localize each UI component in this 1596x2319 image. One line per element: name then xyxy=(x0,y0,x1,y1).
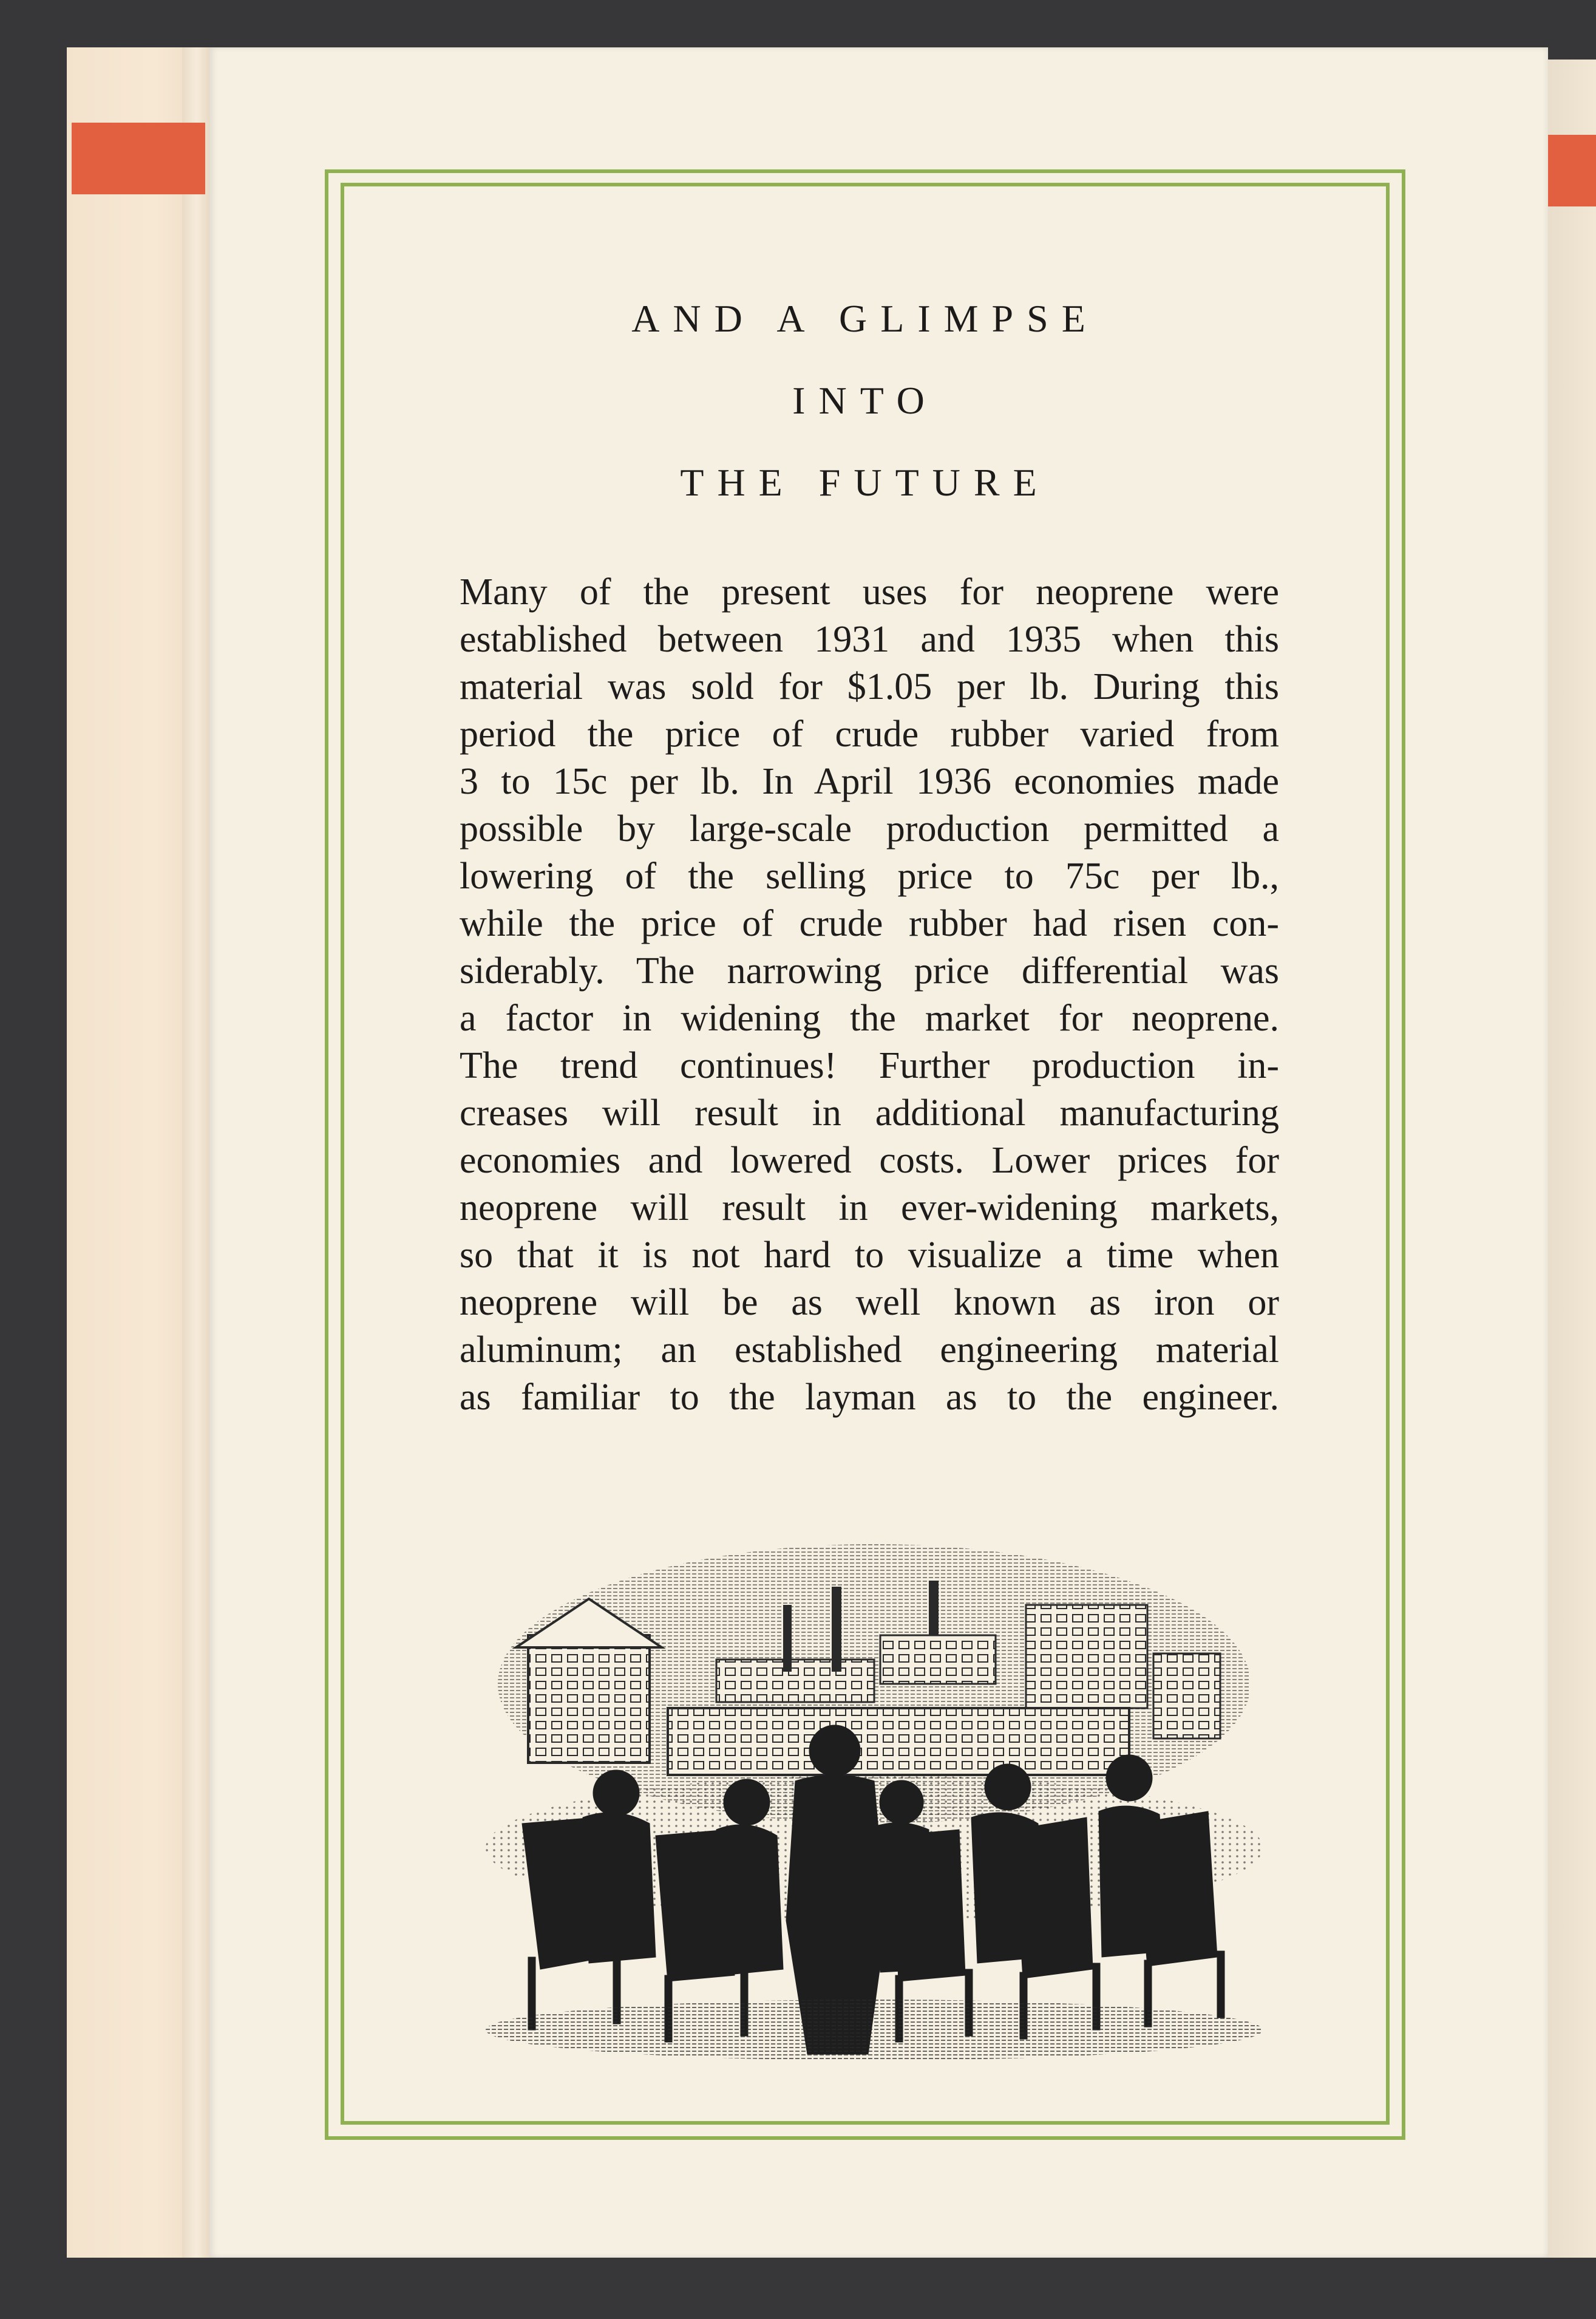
book-page xyxy=(209,47,1548,2258)
body-line: The trend continues! Further production in- xyxy=(460,1045,1279,1086)
index-tab-left xyxy=(72,123,205,194)
body-line: neoprene will be as well known as iron or xyxy=(460,1282,1279,1323)
body-line: period the price of crude rubber varied from xyxy=(460,713,1279,755)
heading-line-3: THE FUTURE xyxy=(680,461,1050,504)
next-page-edge xyxy=(1546,60,1596,2258)
heading-line-1: AND A GLIMPSE xyxy=(631,297,1099,340)
body-line: lowering of the selling price to 75c per lb., xyxy=(460,856,1279,897)
body-line: as familiar to the layman as to the engineer. xyxy=(460,1377,1279,1418)
body-line: so that it is not hard to visualize a time when xyxy=(460,1234,1279,1276)
body-line: a factor in widening the market for neoprene. xyxy=(460,998,1279,1039)
factory-and-seated-men-engraving-icon xyxy=(455,1532,1287,2060)
body-line: aluminum; an established engineering material xyxy=(460,1329,1279,1371)
body-line: neoprene will result in ever-widening markets, xyxy=(460,1187,1279,1228)
body-line: creases will result in additional manufacturing xyxy=(460,1092,1279,1134)
body-line: siderably. The narrowing price differential was xyxy=(460,950,1279,992)
page-gutter xyxy=(182,47,211,2258)
body-line: Many of the present uses for neoprene were xyxy=(460,571,1279,613)
body-line: possible by large-scale production permitted a xyxy=(460,808,1279,850)
body-line: while the price of crude rubber had risen con- xyxy=(460,903,1279,944)
body-line: established between 1931 and 1935 when this xyxy=(460,619,1279,660)
index-tab-right xyxy=(1547,135,1596,206)
body-line: 3 to 15c per lb. In April 1936 economies made xyxy=(460,761,1279,802)
body-paragraph xyxy=(460,568,1279,1421)
body-line: material was sold for $1.05 per lb. During this xyxy=(460,666,1279,707)
heading-line-2: INTO xyxy=(792,379,938,422)
body-line: economies and lowered costs. Lower prices for xyxy=(460,1140,1279,1181)
